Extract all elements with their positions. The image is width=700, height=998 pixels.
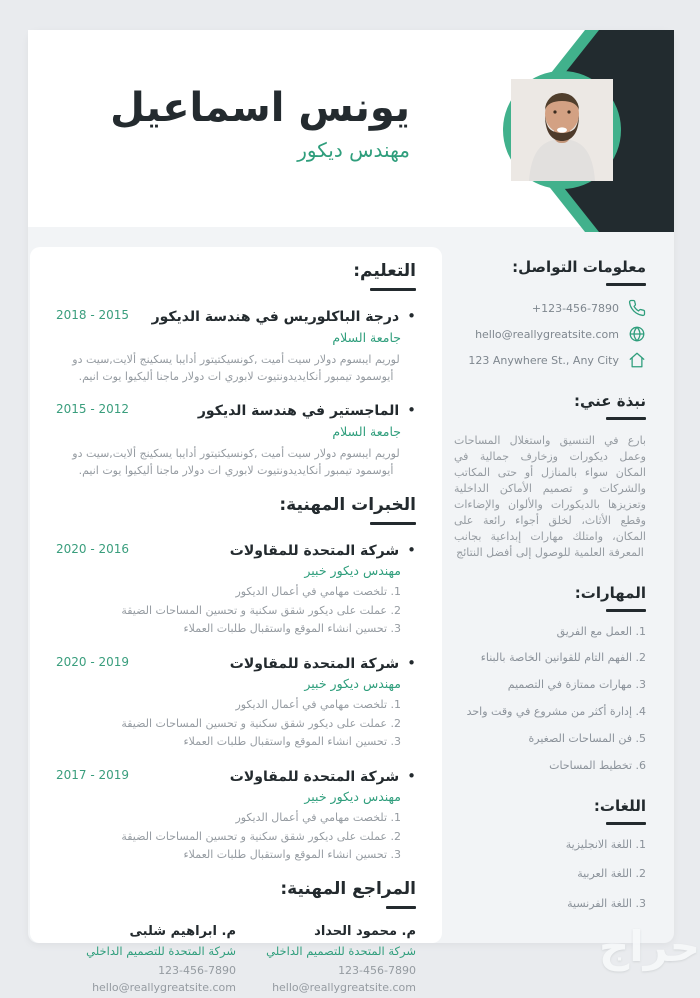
skills-heading: المهارات:: [574, 583, 646, 602]
job-role: مهندس ديكور خبير: [304, 676, 401, 691]
section-references: [56, 879, 416, 998]
bullet-icon: •: [407, 307, 416, 325]
reference-email: hello@reallygreatsite.com: [92, 980, 236, 994]
profile-photo: [503, 71, 621, 189]
reference-phone: 123-456-7890: [158, 963, 236, 977]
skill-item: 3. مهارات ممتازة في التصميم: [507, 678, 646, 692]
duty-item: 3. تحسين انشاء الموقع واستقبال طلبات العملاء: [183, 735, 401, 748]
phone-number: +123-456-7890: [531, 301, 619, 315]
person-name: يونس اسماعيل: [110, 85, 410, 131]
email-address: hello@reallygreatsite.com: [475, 327, 619, 341]
experience-dates: 2016 - 2020: [56, 541, 130, 556]
duty-item: 1. تلخصت مهامي في أعمال الديكور: [235, 585, 401, 598]
reference-name: م. ابراهيم شلبى: [129, 923, 236, 939]
experience-entry: [56, 653, 416, 751]
heading-underline: [370, 288, 416, 291]
experience-entries: [56, 540, 416, 864]
reference-phone: 123-456-7890: [338, 963, 416, 977]
phone-icon: [628, 299, 646, 317]
heading-underline: [386, 906, 416, 909]
experience-entry: [56, 766, 416, 864]
skill-item: 4. إدارة أكثر من مشروع في وقت واحد: [466, 705, 646, 719]
contact-address-row: [454, 351, 646, 369]
experience-heading: الخبرات المهنية:: [279, 494, 416, 515]
education-dates: 2012 - 2015: [56, 402, 130, 417]
duty-list: [56, 697, 401, 751]
reference-company: شركة المتحدة للتصميم الداخلي: [86, 943, 236, 958]
education-dates: 2015 - 2018: [56, 308, 130, 322]
references-row: [56, 924, 416, 998]
duty-item: 1. تلخصت مهامي في أعمال الديكور: [235, 811, 401, 824]
heading-underline: [606, 822, 646, 825]
skill-item: 2. الفهم التام للقوانين الخاصة بالبناء: [480, 651, 646, 665]
experience-entry-head: [56, 540, 416, 561]
degree-title: الماجستير في هندسة الديكور: [197, 403, 400, 420]
experience-dates: 2019 - 2020: [56, 654, 130, 669]
section-skills: [454, 584, 646, 774]
experience-entry-head: [56, 766, 416, 787]
university-name: جامعة السلام: [332, 423, 401, 439]
contact-heading: معلومات التواصل:: [512, 258, 646, 276]
reference-card: [236, 924, 416, 998]
education-description: لوريم ايبسوم دولار سيت أميت ,كونسيكتيتور أدايبا يسكينج ألايت,سيت دو أيوسمود تيمبور أنكايديدونتيوت لابوري ات دولار ماجنا أليكيوا يوت انيم.: [72, 352, 400, 383]
experience-entry: [56, 540, 416, 638]
main-panel: [30, 247, 442, 994]
person-job-title: مهندس ديكور: [297, 138, 410, 162]
education-entry-head: [56, 400, 416, 421]
section-about: [454, 392, 646, 561]
section-experience: [56, 495, 416, 864]
duty-item: 3. تحسين انشاء الموقع واستقبال طلبات العملاء: [183, 848, 401, 861]
skill-item: 5. فن المساحات الصغيرة: [528, 731, 646, 745]
duty-item: 3. تحسين انشاء الموقع واستقبال طلبات العملاء: [183, 622, 401, 635]
avatar: [511, 79, 613, 181]
job-role: مهندس ديكور خبير: [304, 789, 401, 804]
duty-item: 2. عملت على ديكور شقق سكنية و تحسين المساحات الضيقة: [121, 716, 401, 730]
education-entry-head: [56, 306, 416, 327]
language-item: 1. اللغة الانجليزية: [565, 837, 646, 851]
street-address: 123 Anywhere St., Any City: [468, 353, 619, 367]
skill-item: 6. تخطيط المساحات: [549, 758, 646, 772]
section-contact: [454, 258, 646, 369]
bullet-icon: •: [407, 540, 416, 559]
duty-list: [56, 810, 401, 864]
experience-entry-head: [56, 653, 416, 674]
contact-email-row: [454, 325, 646, 343]
watermark: حراج: [598, 922, 700, 971]
reference-card: [56, 924, 236, 998]
education-heading: التعليم:: [353, 261, 416, 281]
university-name: جامعة السلام: [332, 329, 401, 345]
skills-list: [454, 625, 646, 774]
bullet-icon: •: [407, 401, 416, 420]
duty-item: 1. تلخصت مهامي في أعمال الديكور: [235, 698, 401, 711]
heading-underline: [606, 417, 646, 420]
bullet-icon: •: [407, 766, 416, 785]
education-description: لوريم ايبسوم دولار سيت أميت ,كونسيكتيتور أدايبا يسكينج ألايت,سيت دو أيوسمود تيمبور أنكايديدونتيوت لابوري ات دولار ماجنا أليكيوا يوت انيم.: [72, 446, 400, 478]
name-block: [110, 86, 410, 162]
contact-phone-row: [454, 299, 646, 317]
languages-list: [454, 838, 646, 913]
company-name: شركة المتحدة للمقاولات: [229, 655, 400, 672]
about-heading: نبذة عني:: [573, 392, 646, 410]
degree-title: درجة الباكلوريس في هندسة الديكور: [151, 309, 400, 325]
education-entries: [56, 306, 416, 480]
home-icon: [628, 351, 646, 369]
bullet-icon: •: [407, 653, 416, 672]
experience-dates: 2019 - 2017: [56, 767, 130, 782]
company-name: شركة المتحدة للمقاولات: [229, 542, 400, 559]
globe-icon: [628, 325, 646, 343]
section-education: [56, 261, 416, 480]
language-item: 2. اللغة العربية: [577, 867, 646, 881]
reference-company: شركة المتحدة للتصميم الداخلي: [266, 943, 416, 958]
languages-heading: اللغات:: [593, 796, 646, 815]
heading-underline: [606, 283, 646, 286]
section-languages: [454, 797, 646, 913]
skill-item: 1. العمل مع الفريق: [556, 624, 646, 638]
reference-email: hello@reallygreatsite.com: [272, 980, 416, 994]
education-entry: [56, 306, 416, 385]
language-item: 3. اللغة الفرنسية: [567, 897, 646, 911]
reference-name: م. محمود الحداد: [314, 923, 416, 939]
duty-list: [56, 584, 401, 638]
about-text: بارع في التنسيق واستغلال المساحات وعمل ديكورات وزخارف جمالية في المكان سواء بالمنازل أو حتى المكاتب والشركات و تصميم الأماكن الداخلية وتعزيزها بالديكورات والألوان والإضاءات وقطع الأثاث، لخلق أجواء رائعة على المكان، وامتلك مهارات إبداعية بجانب المعرفة العلمية للوصول إلى أفضل النتائج: [454, 434, 646, 559]
duty-item: 2. عملت على ديكور شقق سكنية و تحسين المساحات الضيقة: [121, 603, 401, 617]
header: [28, 30, 674, 227]
company-name: شركة المتحدة للمقاولات: [229, 768, 400, 785]
sidebar: [454, 258, 646, 935]
heading-underline: [606, 609, 646, 612]
job-role: مهندس ديكور خبير: [304, 563, 401, 578]
duty-item: 2. عملت على ديكور شقق سكنية و تحسين المساحات الضيقة: [121, 829, 401, 843]
heading-underline: [370, 522, 416, 525]
education-entry: [56, 400, 416, 479]
references-heading: المراجع المهنية:: [280, 878, 416, 899]
